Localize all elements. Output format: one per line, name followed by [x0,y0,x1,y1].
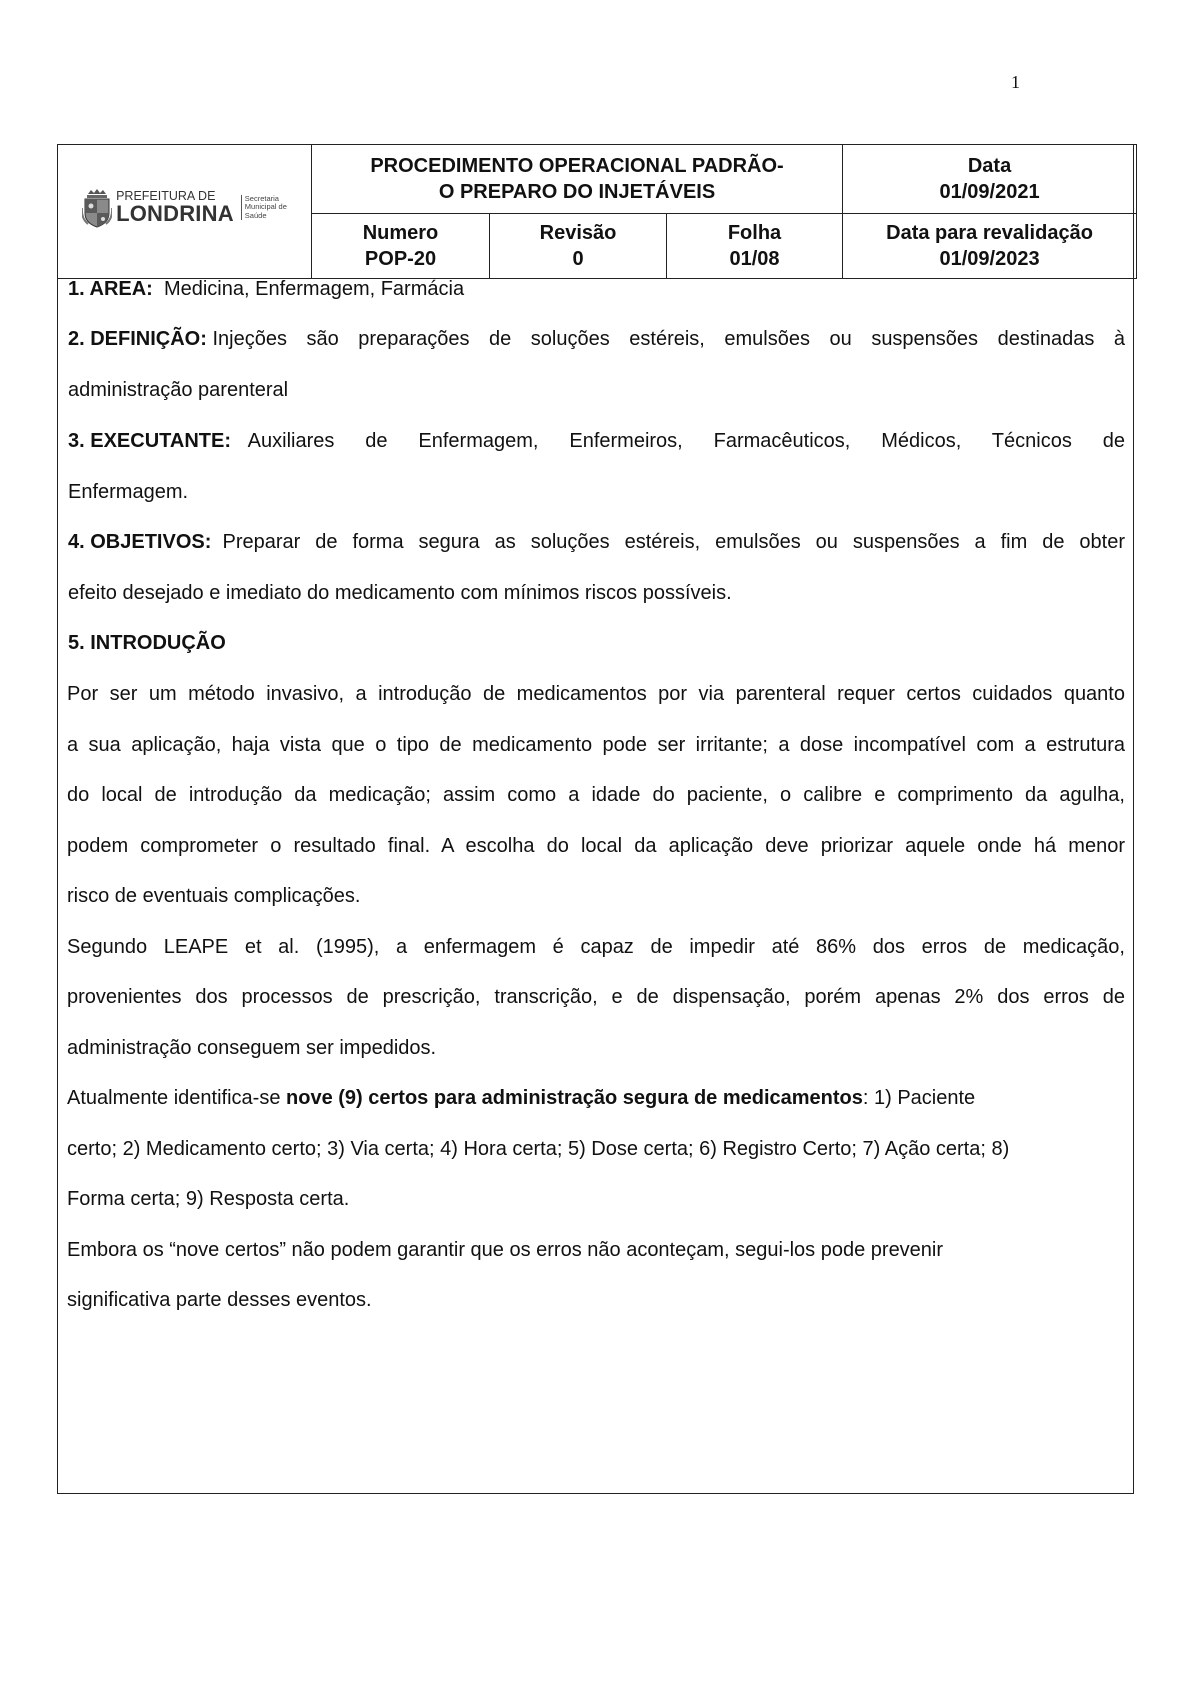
revision-value: 0 [572,247,584,270]
nine-rights-bold: nove (9) certos para administração segura de medicamentos [286,1087,863,1109]
page-number: 1 [1011,72,1020,92]
definition-section [68,328,1125,351]
intro-p4-line1: Embora os “nove certos” não podem garantir que os erros não aconteçam, segui-los pode prevenir [67,1239,944,1261]
logo-londrina-text: LONDRINA [116,200,234,226]
definition-text: Injeções são preparações de soluções estéreis, emulsões ou suspensões destinadas à [212,328,1125,350]
intro-p1-line4: podem comprometer o resultado final. A escolha do local da aplicação deve priorizar aquele onde há menor [67,835,1125,857]
objectives-section [68,531,1125,554]
number-cell [312,213,490,279]
intro-p3-line2: certo; 2) Medicamento certo; 3) Via certa; 4) Hora certa; 5) Dose certa; 6) Registro Certo; 7) Ação certa; 8) [67,1138,1010,1160]
intro-p2-line3: administração conseguem ser impedidos. [67,1037,437,1059]
intro-p3-line1: Atualmente identifica-se nove (9) certos para administração segura de medicamentos: 1) Paciente [67,1087,976,1109]
intro-p1-line2: a sua aplicação, haja vista que o tipo de medicamento pode ser irritante; a dose incompatível com a estrutura [67,734,1125,756]
intro-p4-line2: significativa parte desses eventos. [67,1289,372,1311]
intro-p3-line3: Forma certa; 9) Resposta certa. [67,1188,350,1210]
document-title: PROCEDIMENTO OPERACIONAL PADRÃO- O PREPARO DO INJETÁVEIS [312,145,843,214]
area-text: Medicina, Enfermagem, Farmácia [163,278,465,300]
logo-prefeitura-text: PREFEITURA DE [116,189,216,204]
date-value: 01/09/2021 [939,180,1040,203]
intro-p1-line5: risco de eventuais complicações. [67,885,361,907]
executor-section [68,430,1125,453]
definition-text-cont: administração parenteral [68,379,289,401]
header-table [57,144,1137,279]
logo-secretaria-text: Secretaria Municipal de Saúde [241,195,287,221]
intro-heading: 5. INTRODUÇÃO [68,632,226,654]
date-cell [843,145,1137,214]
sheet-cell [667,213,843,279]
objectives-text-cont: efeito desejado e imediato do medicamento com mínimos riscos possíveis. [68,582,732,604]
executor-text-cont: Enfermagem. [68,481,189,503]
area-section [68,278,464,301]
objectives-label: 4. OBJETIVOS: [68,531,212,553]
number-value: POP-20 [364,247,437,270]
intro-p1-line1: Por ser um método invasivo, a introdução de medicamentos por via parenteral requer certos cuidados quanto [67,683,1125,705]
executor-label: 3. EXECUTANTE: [68,430,231,452]
revalidation-label: Data para revalidação [886,221,1093,244]
revision-cell [490,213,667,279]
definition-label: 2. DEFINIÇÃO: [68,328,207,350]
intro-p2-line2: provenientes dos processos de prescrição, transcrição, e de dispensação, porém apenas 2% dos erros de [67,986,1125,1008]
intro-p2-line1: Segundo LEAPE et al. (1995), a enfermagem é capaz de impedir até 86% dos erros de medicação, [67,936,1125,958]
prefeitura-londrina-logo [58,188,311,228]
objectives-text: Preparar de forma segura as soluções estéreis, emulsões ou suspensões a fim de obter [222,531,1125,553]
revision-label: Revisão [539,221,617,244]
sheet-label: Folha [727,221,782,244]
coat-of-arms-icon [82,188,112,228]
date-label: Data [967,154,1012,177]
logo-cell [58,145,312,279]
number-label: Numero [362,221,439,244]
sheet-value: 01/08 [729,247,780,270]
revalidation-value: 01/09/2023 [939,247,1040,270]
executor-text: Auxiliares de Enfermagem, Enfermeiros, Farmacêuticos, Médicos, Técnicos de [247,430,1125,452]
area-label: 1. AREA: [68,278,153,300]
revalidation-cell [843,213,1137,279]
intro-p1-line3: do local de introdução da medicação; assim como a idade do paciente, o calibre e comprimento da agulha, [67,784,1125,806]
